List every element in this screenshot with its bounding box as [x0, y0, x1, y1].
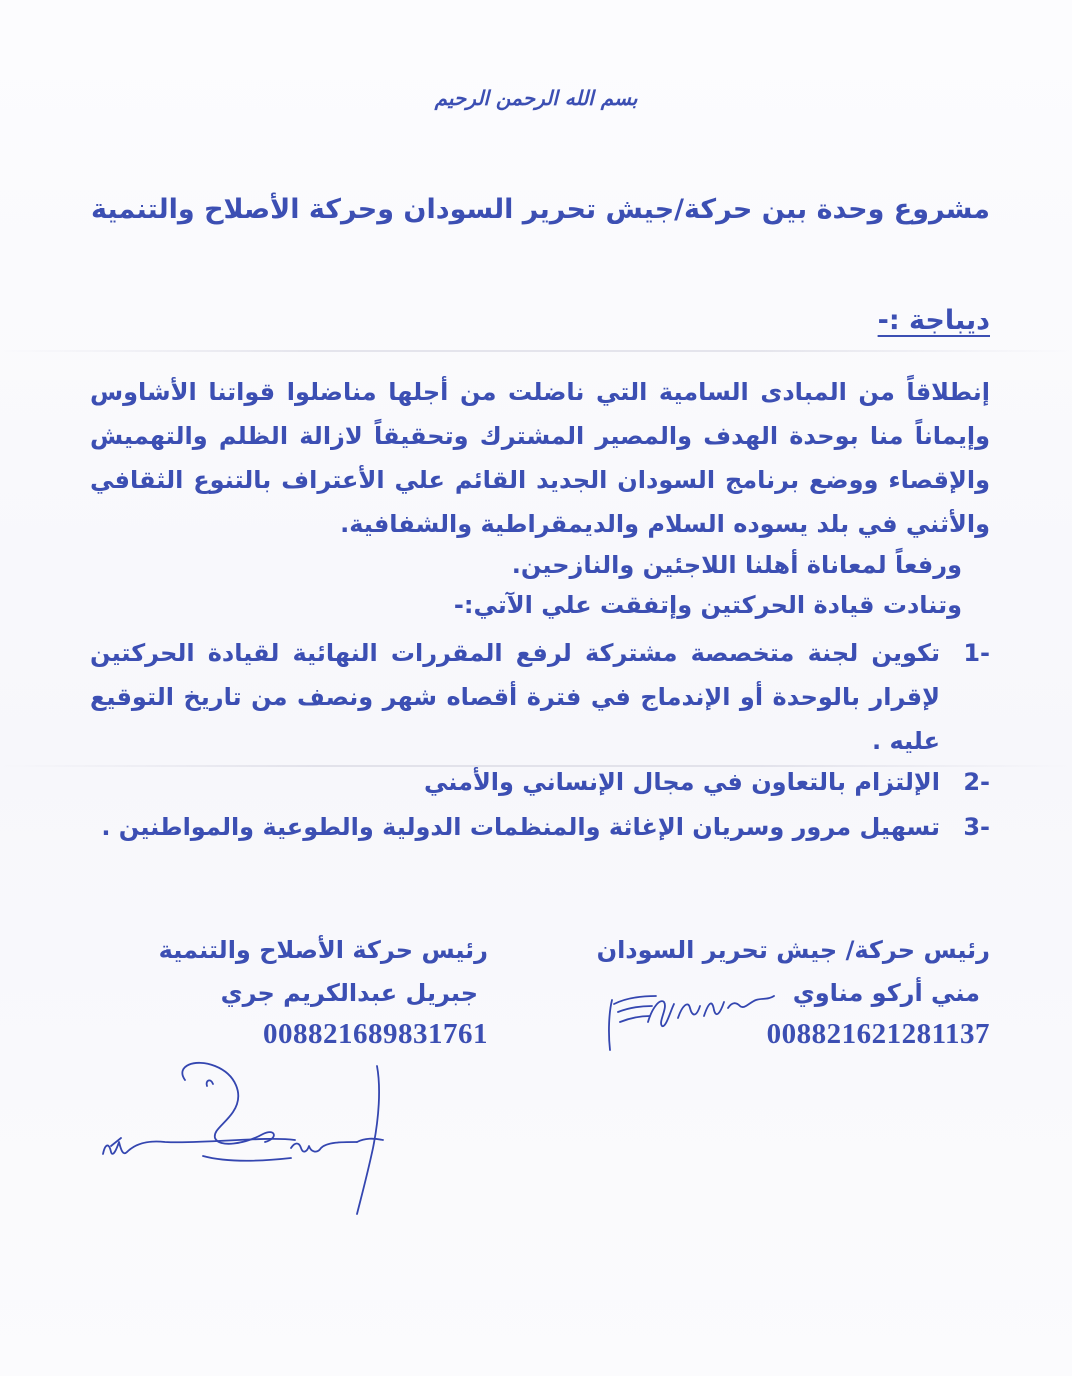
handwritten-signature-left	[95, 1058, 405, 1218]
preamble-paragraph: إنطلاقاً من المبادى السامية التي ناضلت من أجلها مناضلوا قواتنا الأشاوس وإيماناً منا بوحدة الهدف والمصير المشترك وتحقيقاً لازالة الظلم والتهميش والإقصاء ووضع برنامج السودان الجديد القائم علي الأعتراف بالتنوع الثقافي والأثني في بلد يسوده السلام والديمقراطية والشفافية.	[90, 378, 990, 538]
signatory-left	[96, 928, 488, 1054]
list-item	[90, 805, 990, 849]
agreement-line: وتنادت قيادة الحركتين وإتفقت علي الآتي:-	[453, 591, 962, 619]
item-number: 2-	[963, 768, 990, 796]
fold-crease	[0, 350, 1072, 352]
item-text: الإلتزام بالتعاون في مجال الإنساني والأمني	[424, 768, 940, 796]
item-number: 1-	[963, 639, 990, 667]
list-item	[90, 631, 990, 763]
signatory-phone: 008821689831761	[263, 1018, 488, 1050]
item-text: تكوين لجنة متخصصة مشتركة لرفع المقررات النهائية لقيادة الحركتين لإقرار بالوحدة أو الإندماج في فترة أقصاه شهر ونصف من تاريخ التوقيع عليه .	[90, 639, 940, 755]
handwritten-signature-right	[600, 982, 780, 1057]
preamble-heading: ديباجة :-	[877, 305, 990, 336]
document-title: مشروع وحدة بين حركة/جيش تحرير السودان وحركة الأصلاح والتنمية	[90, 194, 990, 225]
signatory-title: رئيس حركة الأصلاح والتنمية	[158, 936, 488, 964]
signatory-name: مني أركو مناوي	[792, 979, 980, 1007]
basmala: بسم الله الرحمن الرحيم	[434, 86, 638, 110]
item-text: تسهيل مرور وسريان الإغاثة والمنظمات الدولية والطوعية والمواطنين .	[101, 813, 940, 841]
signatory-name: جبريل عبدالكريم جري	[220, 979, 478, 1007]
list-item	[90, 760, 990, 804]
item-number: 3-	[963, 813, 990, 841]
signatory-phone: 008821621281137	[766, 1018, 990, 1050]
signatory-title: رئيس حركة/ جيش تحرير السودان	[596, 936, 990, 964]
refugees-line: ورفعاً لمعاناة أهلنا اللاجئين والنازحين.	[511, 551, 962, 579]
